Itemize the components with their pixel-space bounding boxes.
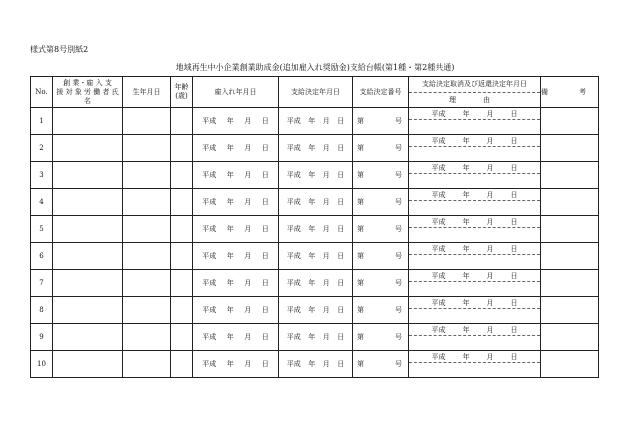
month-label: 月 — [322, 171, 330, 179]
remarks-cell[interactable] — [541, 108, 599, 135]
year-label: 年 — [462, 325, 470, 334]
day-label: 日 — [510, 136, 518, 145]
year-label: 年 — [226, 333, 234, 341]
dai-label: 第 — [357, 306, 364, 314]
year-label: 年 — [308, 117, 316, 125]
header-cancel-reason: 理 由 — [449, 95, 500, 104]
cancel-reason — [409, 255, 540, 269]
age-cell[interactable] — [171, 162, 193, 189]
cancel-date — [409, 297, 540, 309]
header-worker-name-line: 援 対 象 労 働 者 氏 — [56, 87, 119, 96]
era-label: 平成 — [202, 198, 217, 206]
day-label: 日 — [510, 163, 518, 172]
day-label: 日 — [337, 306, 345, 314]
year-label: 年 — [462, 190, 470, 199]
era-label: 平成 — [286, 279, 301, 287]
go-label: 号 — [395, 171, 402, 179]
dai-label: 第 — [357, 171, 364, 179]
remarks-cell[interactable] — [541, 351, 599, 378]
header-age — [171, 77, 193, 108]
hire-date-cell[interactable] — [193, 243, 279, 270]
hire-date-cell[interactable] — [193, 297, 279, 324]
go-label: 号 — [395, 279, 402, 287]
month-label: 月 — [486, 217, 494, 226]
header-no: No. — [31, 77, 53, 108]
table-row — [31, 135, 599, 162]
table-row — [31, 162, 599, 189]
header-age-line: (歳) — [175, 92, 188, 100]
month-label: 月 — [244, 225, 252, 233]
year-label: 年 — [226, 360, 234, 368]
year-label: 年 — [308, 333, 316, 341]
row-number: 8 — [31, 297, 53, 324]
era-label: 平成 — [431, 244, 446, 253]
day-label: 日 — [337, 360, 345, 368]
month-label: 月 — [244, 279, 252, 287]
day-label: 日 — [337, 279, 345, 287]
era-label: 平成 — [202, 171, 217, 179]
era-label: 平成 — [286, 306, 301, 314]
cancel-reason — [409, 282, 540, 296]
year-label: 年 — [462, 163, 470, 172]
cancel-reason — [409, 363, 540, 377]
decision-number-cell[interactable] — [353, 189, 409, 216]
month-label: 月 — [244, 306, 252, 314]
row-number: 7 — [31, 270, 53, 297]
hire-date-cell[interactable] — [193, 135, 279, 162]
row-number: 3 — [31, 162, 53, 189]
cancel-date — [409, 243, 540, 255]
birthdate-cell[interactable] — [123, 351, 171, 378]
month-label: 月 — [486, 325, 494, 334]
month-label: 月 — [322, 252, 330, 260]
cancel-reason — [409, 309, 540, 323]
worker-name-cell[interactable] — [53, 189, 123, 216]
cancel-cell[interactable] — [409, 297, 541, 324]
year-label: 年 — [226, 306, 234, 314]
era-label: 平成 — [202, 252, 217, 260]
worker-name-cell[interactable] — [53, 351, 123, 378]
day-label: 日 — [337, 117, 345, 125]
day-label: 日 — [261, 306, 269, 314]
month-label: 月 — [322, 306, 330, 314]
worker-name-cell[interactable] — [53, 324, 123, 351]
table-row — [31, 270, 599, 297]
era-label: 平成 — [202, 225, 217, 233]
era-label: 平成 — [431, 271, 446, 280]
era-label: 平成 — [202, 279, 217, 287]
year-label: 年 — [308, 144, 316, 152]
worker-name-cell[interactable] — [53, 243, 123, 270]
worker-name-cell[interactable] — [53, 270, 123, 297]
birthdate-cell[interactable] — [123, 216, 171, 243]
decision-date-cell[interactable] — [279, 297, 353, 324]
worker-name-cell[interactable] — [53, 297, 123, 324]
day-label: 日 — [261, 117, 269, 125]
header-decision-number: 支給決定番号 — [353, 77, 409, 108]
day-label: 日 — [510, 190, 518, 199]
cancel-date — [409, 324, 540, 336]
cancel-cell[interactable] — [409, 216, 541, 243]
decision-date-cell[interactable] — [279, 270, 353, 297]
cancel-reason — [409, 174, 540, 188]
cancel-reason — [409, 201, 540, 215]
table-row — [31, 297, 599, 324]
month-label: 月 — [322, 333, 330, 341]
day-label: 日 — [337, 171, 345, 179]
era-label: 平成 — [286, 333, 301, 341]
header-cancel — [409, 77, 541, 108]
ledger-body — [31, 108, 599, 378]
cancel-date — [409, 135, 540, 147]
decision-date-cell[interactable] — [279, 162, 353, 189]
day-label: 日 — [510, 244, 518, 253]
worker-name-cell[interactable] — [53, 108, 123, 135]
era-label: 平成 — [286, 117, 301, 125]
day-label: 日 — [261, 333, 269, 341]
worker-name-cell[interactable] — [53, 162, 123, 189]
decision-date-cell[interactable] — [279, 216, 353, 243]
age-cell[interactable] — [171, 108, 193, 135]
cancel-date — [409, 270, 540, 282]
year-label: 年 — [308, 252, 316, 260]
year-label: 年 — [462, 136, 470, 145]
month-label: 月 — [486, 163, 494, 172]
header-worker-name — [53, 77, 123, 108]
month-label: 月 — [244, 333, 252, 341]
month-label: 月 — [486, 271, 494, 280]
month-label: 月 — [322, 117, 330, 125]
header-row — [31, 77, 599, 108]
dai-label: 第 — [357, 225, 364, 233]
era-label: 平成 — [286, 144, 301, 152]
month-label: 月 — [244, 117, 252, 125]
go-label: 号 — [395, 360, 402, 368]
era-label: 平成 — [431, 217, 446, 226]
day-label: 日 — [510, 298, 518, 307]
day-label: 日 — [261, 198, 269, 206]
cancel-cell[interactable] — [409, 324, 541, 351]
day-label: 日 — [337, 144, 345, 152]
cancel-reason — [409, 147, 540, 161]
month-label: 月 — [244, 144, 252, 152]
cancel-date — [409, 189, 540, 201]
era-label: 平成 — [202, 360, 217, 368]
birthdate-cell[interactable] — [123, 270, 171, 297]
hire-date-cell[interactable] — [193, 351, 279, 378]
birthdate-cell[interactable] — [123, 108, 171, 135]
header-birthdate: 生年月日 — [123, 77, 171, 108]
year-label: 年 — [308, 360, 316, 368]
cancel-date — [409, 216, 540, 228]
row-number: 1 — [31, 108, 53, 135]
era-label: 平成 — [431, 109, 446, 118]
cancel-cell[interactable] — [409, 189, 541, 216]
cancel-cell[interactable] — [409, 162, 541, 189]
cancel-cell[interactable] — [409, 351, 541, 378]
month-label: 月 — [244, 171, 252, 179]
header-worker-name-line: 名 — [84, 96, 91, 105]
row-number: 9 — [31, 324, 53, 351]
form-number: 様式第8号別紙2 — [30, 45, 89, 54]
hire-date-cell[interactable] — [193, 216, 279, 243]
row-number: 10 — [31, 351, 53, 378]
year-label: 年 — [226, 279, 234, 287]
year-label: 年 — [308, 198, 316, 206]
era-label: 平成 — [431, 136, 446, 145]
go-label: 号 — [395, 225, 402, 233]
cancel-date — [409, 351, 540, 363]
go-label: 号 — [395, 306, 402, 314]
month-label: 月 — [486, 298, 494, 307]
era-label: 平成 — [286, 171, 301, 179]
year-label: 年 — [226, 117, 234, 125]
year-label: 年 — [226, 225, 234, 233]
year-label: 年 — [226, 171, 234, 179]
cancel-cell[interactable] — [409, 243, 541, 270]
day-label: 日 — [510, 271, 518, 280]
birthdate-cell[interactable] — [123, 297, 171, 324]
hire-date-cell[interactable] — [193, 162, 279, 189]
year-label: 年 — [308, 279, 316, 287]
row-number: 4 — [31, 189, 53, 216]
age-cell[interactable] — [171, 297, 193, 324]
birthdate-cell[interactable] — [123, 243, 171, 270]
decision-date-cell[interactable] — [279, 324, 353, 351]
day-label: 日 — [261, 279, 269, 287]
month-label: 月 — [486, 190, 494, 199]
era-label: 平成 — [431, 325, 446, 334]
month-label: 月 — [486, 352, 494, 361]
age-cell[interactable] — [171, 216, 193, 243]
month-label: 月 — [486, 136, 494, 145]
day-label: 日 — [337, 252, 345, 260]
dai-label: 第 — [357, 360, 364, 368]
year-label: 年 — [462, 244, 470, 253]
decision-number-cell[interactable] — [353, 162, 409, 189]
decision-number-cell[interactable] — [353, 297, 409, 324]
go-label: 号 — [395, 252, 402, 260]
year-label: 年 — [308, 306, 316, 314]
birthdate-cell[interactable] — [123, 189, 171, 216]
go-label: 号 — [395, 117, 402, 125]
remarks-cell[interactable] — [541, 216, 599, 243]
remarks-cell[interactable] — [541, 270, 599, 297]
header-remarks: 備 考 — [541, 77, 599, 108]
day-label: 日 — [261, 360, 269, 368]
go-label: 号 — [395, 144, 402, 152]
day-label: 日 — [337, 333, 345, 341]
era-label: 平成 — [431, 190, 446, 199]
month-label: 月 — [244, 198, 252, 206]
day-label: 日 — [510, 352, 518, 361]
row-number: 6 — [31, 243, 53, 270]
decision-number-cell[interactable] — [353, 135, 409, 162]
age-cell[interactable] — [171, 270, 193, 297]
era-label: 平成 — [286, 252, 301, 260]
era-label: 平成 — [431, 163, 446, 172]
era-label: 平成 — [202, 144, 217, 152]
cancel-cell[interactable] — [409, 135, 541, 162]
header-decision-date: 支給決定年月日 — [279, 77, 353, 108]
remarks-cell[interactable] — [541, 162, 599, 189]
year-label: 年 — [308, 171, 316, 179]
hire-date-cell[interactable] — [193, 189, 279, 216]
era-label: 平成 — [202, 117, 217, 125]
ledger-table — [30, 76, 599, 378]
cancel-reason — [409, 120, 540, 134]
year-label: 年 — [462, 271, 470, 280]
decision-date-cell[interactable] — [279, 243, 353, 270]
remarks-cell[interactable] — [541, 189, 599, 216]
day-label: 日 — [510, 217, 518, 226]
hire-date-cell[interactable] — [193, 324, 279, 351]
table-row — [31, 324, 599, 351]
day-label: 日 — [261, 144, 269, 152]
era-label: 平成 — [202, 306, 217, 314]
dai-label: 第 — [357, 144, 364, 152]
row-number: 5 — [31, 216, 53, 243]
era-label: 平成 — [286, 225, 301, 233]
remarks-cell[interactable] — [541, 135, 599, 162]
cancel-date — [409, 108, 540, 120]
row-number: 2 — [31, 135, 53, 162]
era-label: 平成 — [202, 333, 217, 341]
day-label: 日 — [261, 171, 269, 179]
age-cell[interactable] — [171, 351, 193, 378]
dai-label: 第 — [357, 198, 364, 206]
age-cell[interactable] — [171, 243, 193, 270]
era-label: 平成 — [431, 352, 446, 361]
decision-date-cell[interactable] — [279, 135, 353, 162]
table-row — [31, 351, 599, 378]
day-label: 日 — [510, 325, 518, 334]
dai-label: 第 — [357, 117, 364, 125]
go-label: 号 — [395, 198, 402, 206]
dai-label: 第 — [357, 279, 364, 287]
remarks-cell[interactable] — [541, 324, 599, 351]
remarks-cell[interactable] — [541, 297, 599, 324]
age-cell[interactable] — [171, 135, 193, 162]
month-label: 月 — [322, 144, 330, 152]
hire-date-cell[interactable] — [193, 270, 279, 297]
decision-date-cell[interactable] — [279, 108, 353, 135]
month-label: 月 — [322, 360, 330, 368]
remarks-cell[interactable] — [541, 243, 599, 270]
decision-number-cell[interactable] — [353, 351, 409, 378]
month-label: 月 — [322, 198, 330, 206]
header-cancel-date: 支給決定取消及び返還決定年月日 — [409, 77, 540, 93]
birthdate-cell[interactable] — [123, 162, 171, 189]
month-label: 月 — [486, 244, 494, 253]
age-cell[interactable] — [171, 324, 193, 351]
table-row — [31, 216, 599, 243]
year-label: 年 — [462, 298, 470, 307]
decision-number-cell[interactable] — [353, 243, 409, 270]
month-label: 月 — [322, 279, 330, 287]
year-label: 年 — [308, 225, 316, 233]
decision-number-cell[interactable] — [353, 324, 409, 351]
ledger-title: 地域再生中小企業創業助成金(追加雇入れ奨励金)支給台帳(第1種・第2種共通) — [175, 63, 455, 72]
cancel-cell[interactable] — [409, 270, 541, 297]
month-label: 月 — [244, 360, 252, 368]
header-hire-date: 雇入れ年月日 — [193, 77, 279, 108]
worker-name-cell[interactable] — [53, 216, 123, 243]
go-label: 号 — [395, 333, 402, 341]
header-age-line: 年齢 — [174, 83, 189, 91]
dai-label: 第 — [357, 333, 364, 341]
cancel-cell[interactable] — [409, 108, 541, 135]
day-label: 日 — [510, 109, 518, 118]
month-label: 月 — [322, 225, 330, 233]
decision-number-cell[interactable] — [353, 270, 409, 297]
header-worker-name-line: 創 業・雇 入 支 — [63, 78, 112, 87]
year-label: 年 — [462, 217, 470, 226]
year-label: 年 — [462, 352, 470, 361]
day-label: 日 — [261, 252, 269, 260]
year-label: 年 — [462, 109, 470, 118]
era-label: 平成 — [286, 360, 301, 368]
year-label: 年 — [226, 144, 234, 152]
decision-number-cell[interactable] — [353, 108, 409, 135]
decision-date-cell[interactable] — [279, 189, 353, 216]
birthdate-cell[interactable] — [123, 135, 171, 162]
cancel-reason — [409, 336, 540, 350]
decision-date-cell[interactable] — [279, 351, 353, 378]
age-cell[interactable] — [171, 189, 193, 216]
cancel-reason — [409, 228, 540, 242]
table-row — [31, 243, 599, 270]
cancel-date — [409, 162, 540, 174]
table-row — [31, 108, 599, 135]
hire-date-cell[interactable] — [193, 108, 279, 135]
day-label: 日 — [337, 225, 345, 233]
dai-label: 第 — [357, 252, 364, 260]
day-label: 日 — [261, 225, 269, 233]
month-label: 月 — [244, 252, 252, 260]
day-label: 日 — [337, 198, 345, 206]
era-label: 平成 — [286, 198, 301, 206]
worker-name-cell[interactable] — [53, 135, 123, 162]
era-label: 平成 — [431, 298, 446, 307]
table-row — [31, 189, 599, 216]
year-label: 年 — [226, 198, 234, 206]
year-label: 年 — [226, 252, 234, 260]
decision-number-cell[interactable] — [353, 216, 409, 243]
month-label: 月 — [486, 109, 494, 118]
birthdate-cell[interactable] — [123, 324, 171, 351]
